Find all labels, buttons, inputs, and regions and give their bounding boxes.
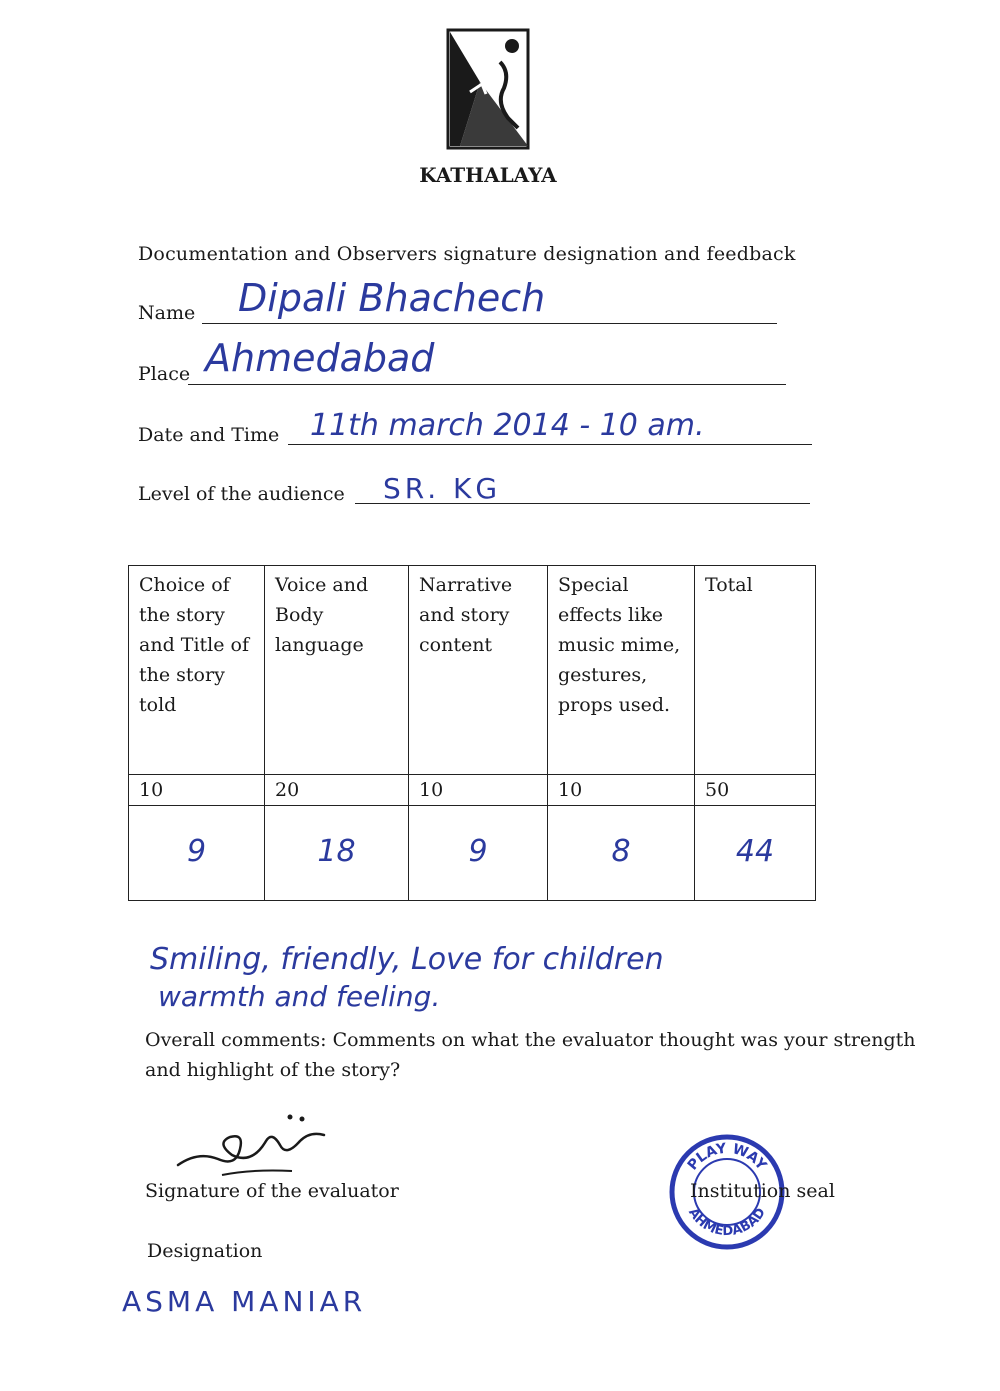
kathalaya-logo bbox=[419, 22, 557, 197]
score-value: 44 bbox=[735, 833, 775, 869]
header-narrative-content: Narrative and story content bbox=[409, 566, 548, 775]
max-score-cell: 10 bbox=[129, 775, 265, 806]
score-cell bbox=[129, 806, 265, 901]
evaluator-signature bbox=[172, 1105, 342, 1185]
score-cell bbox=[548, 806, 695, 901]
max-score-cell: 50 bbox=[695, 775, 816, 806]
overall-comments-line-1: Overall comments: Comments on what the evaluator thought was your strength bbox=[145, 1029, 916, 1051]
feedback-line-2: warmth and feeling. bbox=[158, 980, 441, 1013]
designation-label: Designation bbox=[147, 1240, 263, 1262]
place-label: Place bbox=[138, 363, 191, 385]
seal-label: Institution seal bbox=[690, 1180, 835, 1202]
feedback-line-1: Smiling, friendly, Love for children bbox=[150, 942, 664, 977]
seal-text-top: PLAY WAY bbox=[684, 1140, 770, 1174]
overall-comments-line-2: and highlight of the story? bbox=[145, 1059, 401, 1081]
overall-comments bbox=[145, 1025, 965, 1085]
score-value: 18 bbox=[317, 833, 356, 869]
date-time-rule bbox=[288, 444, 812, 445]
score-cell bbox=[409, 806, 548, 901]
max-score-row bbox=[129, 775, 816, 806]
header-voice-body-language: Voice and Body language bbox=[265, 566, 409, 775]
table-header-row bbox=[129, 566, 816, 775]
date-time-label: Date and Time bbox=[138, 424, 280, 446]
header-special-effects: Special effects like music mime, gestures, props used. bbox=[548, 566, 695, 775]
awarded-score-row bbox=[129, 806, 816, 901]
svg-text:AHMEDABAD bbox=[685, 1205, 769, 1239]
seal-text-bottom: AHMEDABAD bbox=[685, 1205, 769, 1240]
score-value: 9 bbox=[186, 833, 207, 869]
max-score-cell: 10 bbox=[409, 775, 548, 806]
name-rule bbox=[202, 323, 777, 324]
designation-value: ASMA MANIAR bbox=[122, 1285, 367, 1318]
scores-table bbox=[128, 565, 816, 901]
form-heading: Documentation and Observers signature designation and feedback bbox=[138, 243, 796, 265]
logo-wordmark: KATHALAYA bbox=[419, 163, 557, 187]
audience-level-label: Level of the audience bbox=[138, 483, 345, 505]
max-score-cell: 10 bbox=[548, 775, 695, 806]
max-score-cell: 20 bbox=[265, 775, 409, 806]
place-value: Ahmedabad bbox=[205, 336, 435, 380]
signature-label: Signature of the evaluator bbox=[145, 1180, 399, 1202]
name-value: Dipali Bhachech bbox=[238, 276, 546, 320]
audience-level-value: SR. KG bbox=[383, 472, 502, 505]
header-choice-of-story: Choice of the story and Title of the story told bbox=[129, 566, 265, 775]
score-cell bbox=[265, 806, 409, 901]
score-value: 8 bbox=[611, 833, 631, 869]
place-rule bbox=[188, 384, 786, 385]
header-total: Total bbox=[695, 566, 816, 775]
score-cell bbox=[695, 806, 816, 901]
score-value: 9 bbox=[468, 833, 488, 869]
date-time-value: 11th march 2014 - 10 am. bbox=[310, 408, 705, 443]
name-label: Name bbox=[138, 302, 196, 324]
